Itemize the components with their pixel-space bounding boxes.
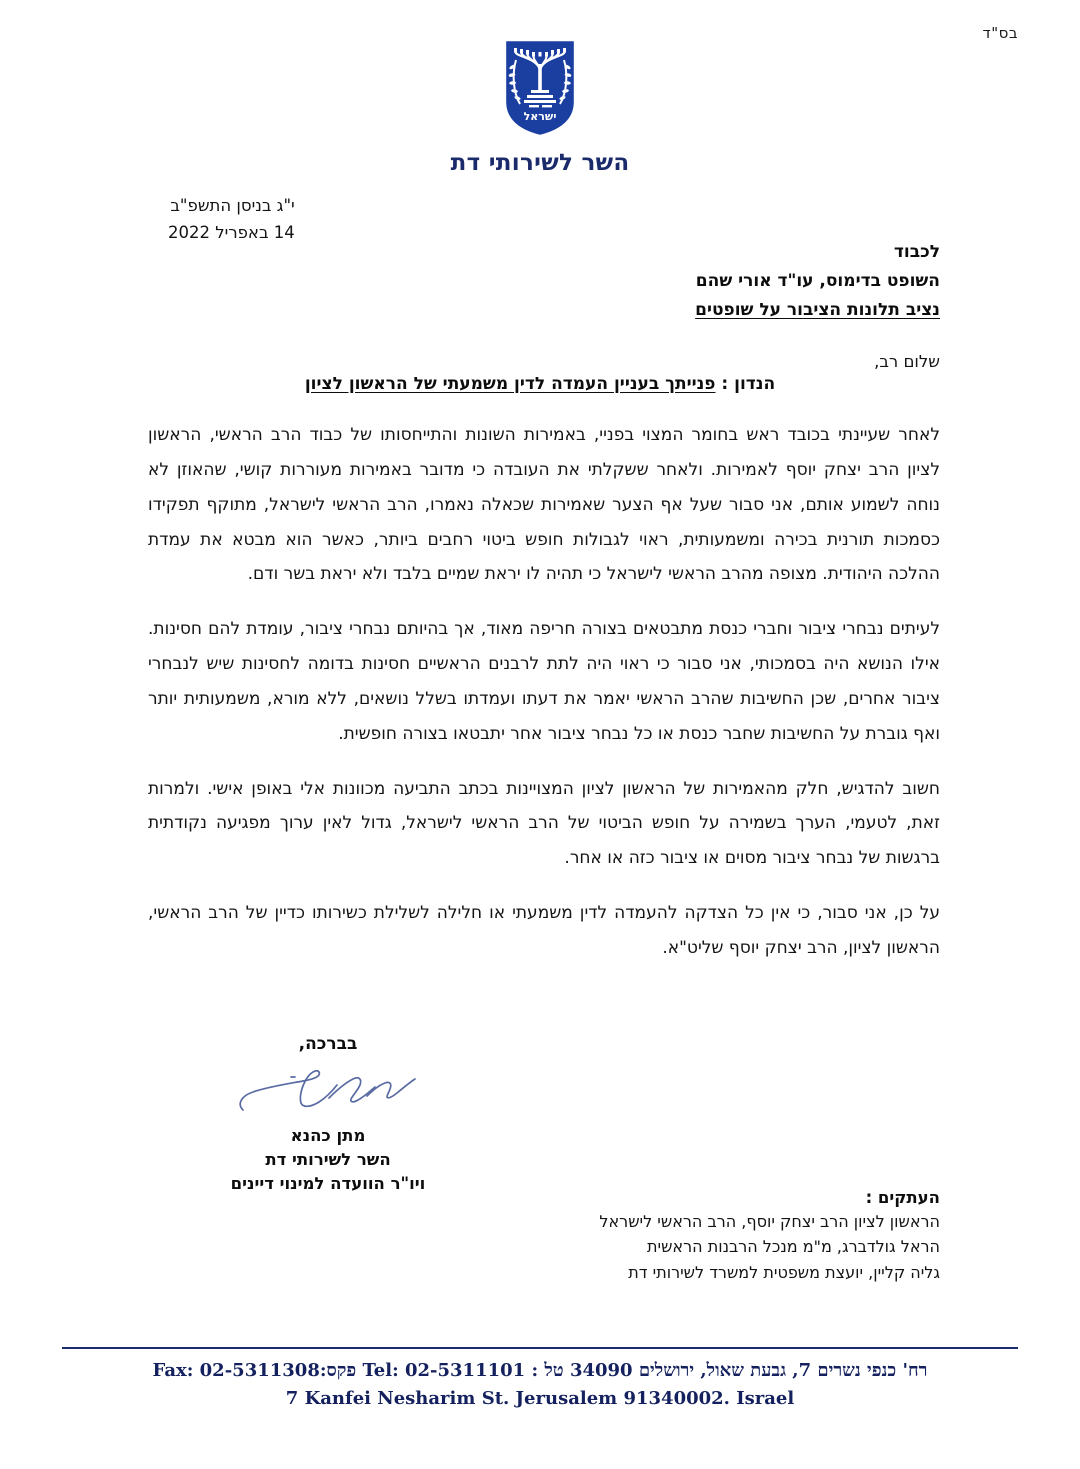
bsd-mark: בס"ד bbox=[982, 24, 1018, 42]
subject-line bbox=[140, 374, 940, 394]
cc-recipient: גליה קליין, יועצת משפטית למשרד לשירותי דת bbox=[628, 1262, 940, 1282]
body-paragraph: חשוב להדגיש, חלק מהאמירות של הראשון לציון המצויינות בכתב התביעה מכוונות אלי באופן אישי. ולמרות זאת, לטעמי, הערך בשמירה על חופש הביטוי של הרב הראשי לישראל, גדול לאין ערוך מפגיעה נקודתית ברגשות של נבחר ציבור מסוים או ציבור כזה או אחר. bbox=[148, 778, 940, 869]
signer-name: מתן כהנא bbox=[290, 1126, 366, 1145]
ministry-title: השר לשירותי דת bbox=[450, 150, 630, 176]
footer-address-english: 7 Kanfei Nesharim St. Jerusalem 91340002. Israel bbox=[285, 1388, 795, 1409]
addressee-block bbox=[695, 238, 940, 326]
addressee-title: נציב תלונות הציבור על שופטים bbox=[695, 300, 940, 321]
signer-role: השר לשירותי דת bbox=[265, 1149, 391, 1169]
footer-divider bbox=[62, 1347, 1018, 1349]
subject-label: הנדון : bbox=[715, 374, 776, 394]
cc-recipient: הראשון לציון הרב יצחק יוסף, הרב הראשי לישראל bbox=[599, 1212, 940, 1231]
body-paragraph: לעיתים נבחרי ציבור וחברי כנסת מתבטאים בצורה חריפה מאוד, אך בהיותם נבחרי ציבור, עומדת להם חסינות. אילו הנושא היה בסמכותי, אני סבור כי ראוי היה לתת לרבנים הראשיים חסינות בדומה לחסינות שיש לנבחרי ציבור אחרים, שכן החשיבות שהרב הראשי יאמר את דעתו ועמדתו בשלל נושאים, ללא מורא, משמעותית יותר ואף גוברת על החשיבות שחבר כנסת או כל נבחר ציבור אחר יתבטאו בצורה חופשית. bbox=[148, 619, 940, 744]
cc-list bbox=[599, 1209, 940, 1285]
addressee-name: השופט בדימוס, עו"ד אורי שהם bbox=[695, 271, 940, 292]
subject-text: פנייתך בעניין העמדה לדין משמעתי של הראשון לציון bbox=[304, 374, 716, 394]
date-block bbox=[168, 193, 295, 246]
cc-block bbox=[599, 1188, 940, 1285]
body-paragraph: על כן, אני סבור, כי אין כל הצדקה להעמדה לדין משמעתי או חלילה לשלילת כשירותו כדיין של הרב הראשי, הראשון לציון, הרב יצחק יוסף שליט"א. bbox=[148, 903, 940, 958]
signature-block bbox=[188, 1034, 468, 1196]
letter-body bbox=[148, 418, 940, 966]
signature-closing: בברכה, bbox=[298, 1034, 358, 1054]
footer-address-hebrew: רח' כנפי נשרים 7, גבעת שאול, ירושלים 34090 טל : 02-5311101 :Tel פקס:02-5311308 :Fax bbox=[152, 1360, 928, 1381]
date-hebrew: י"ג בניסן התשפ"ב bbox=[170, 196, 295, 215]
israel-state-emblem-icon bbox=[503, 38, 577, 138]
handwritten-signature-icon bbox=[233, 1060, 423, 1122]
svg-text:ישראל: ישראל bbox=[523, 110, 557, 123]
letterhead bbox=[0, 38, 1080, 176]
body-paragraph: לאחר שעיינתי בכובד ראש בחומר המצוי בפניי, באמירות השונות והתייחסותו של כבוד הרב הראשי, הראשון לציון הרב יצחק יוסף לאמירות. ולאחר ששקלתי את העובדה כי מדובר באמירות מעוררות קושי, שהאוזן לא נוחה לשמוע אותם, אני סבור שעל אף הצער שאמירות שכאלה נאמרו, הרב הראשי לישראל, מתוקף תפקידו כסמכות תורנית בכירה ומשמעותית, ראוי לגבולות חופש ביטוי רחבים ביותר, כאשר הוא מבטא את עמדת ההלכה היהודית. מצופה מהרב הראשי לישראל כי תהיה לו יראת שמיים בלבד ולא יראת בשר ודם. bbox=[148, 425, 940, 585]
signer-role-secondary: ויו"ר הוועדה למינוי דיינים bbox=[230, 1173, 426, 1193]
cc-title: העתקים : bbox=[865, 1188, 940, 1207]
addressee-honorific: לכבוד bbox=[893, 242, 940, 262]
footer bbox=[62, 1357, 1018, 1412]
greeting: שלום רב, bbox=[874, 352, 940, 371]
date-gregorian: 14 באפריל 2022 bbox=[168, 222, 295, 242]
cc-recipient: הראל גולדברג, מ"מ מנכל הרבנות הראשית bbox=[647, 1237, 940, 1257]
